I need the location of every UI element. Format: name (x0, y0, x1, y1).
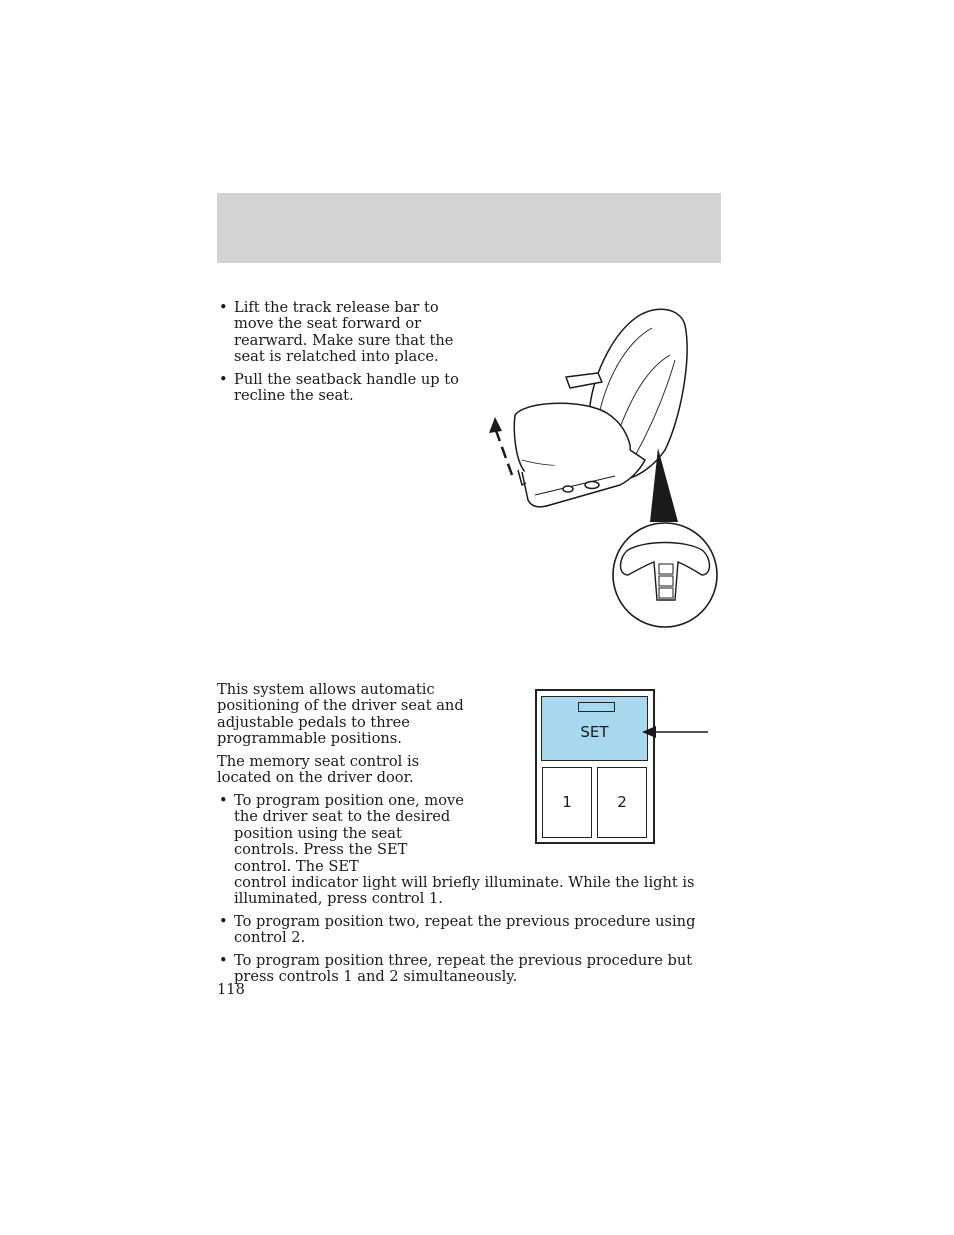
list-item: • To program position three, repeat the previous procedure but press controls 1 and 2 simultaneously. (217, 953, 717, 986)
seat-illustration (480, 300, 730, 635)
set-button[interactable] (541, 696, 648, 761)
set-pointer-arrow (640, 722, 712, 742)
set-indicator-light (578, 702, 615, 712)
set-label: SET (580, 723, 609, 741)
list-item-text: • To program position one, move the driver seat to the desired position using the seat controls. Press the SET control. The SET (234, 792, 464, 875)
button-2-label: 2 (617, 793, 627, 811)
memory-seat-control (535, 689, 655, 844)
button-1-label: 1 (562, 793, 572, 811)
seat-adjust-instructions (217, 300, 477, 410)
page-number: 118 (217, 981, 245, 998)
list-item: • To program position two, repeat the previous procedure using control 2. (217, 914, 717, 947)
memory-location: The memory seat control is located on the driver door. (217, 753, 420, 787)
memory-intro: This system allows automatic positioning of the driver seat and adjustable pedals to three programmable positions. (217, 681, 464, 748)
header-band (217, 193, 721, 263)
list-item: • Lift the track release bar to move the seat forward or rearward. Make sure that the seat is relatched into place. (217, 300, 477, 366)
memory-button-1[interactable] (542, 767, 592, 838)
list-item-text: control indicator light will briefly illuminate. While the light is illuminated, press control 1. (234, 874, 695, 908)
list-item: • Pull the seatback handle up to recline the seat. (217, 372, 477, 405)
memory-button-2[interactable] (597, 767, 647, 838)
release-bar-arrow (494, 425, 512, 475)
